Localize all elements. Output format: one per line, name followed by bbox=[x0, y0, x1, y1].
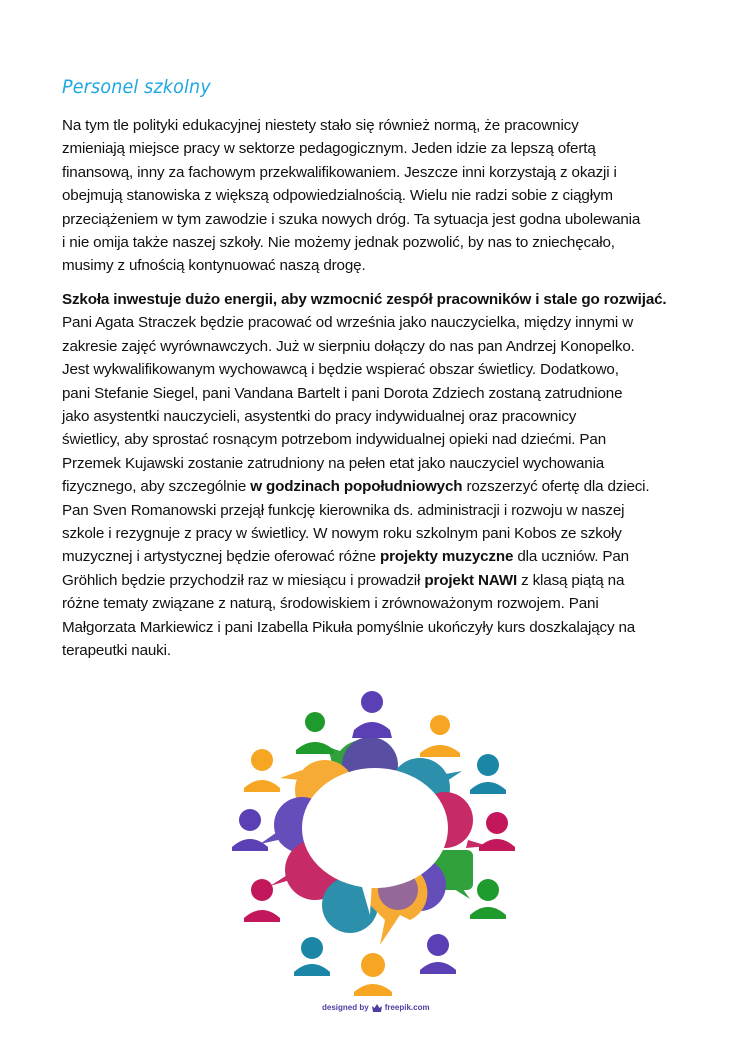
text-line: Jest wykwalifikowanym wychowawcą i będzie wspierać obszar świetlicy. Dodatkowo, bbox=[62, 361, 619, 379]
text-line bbox=[62, 545, 702, 568]
text-line bbox=[62, 475, 702, 498]
lead-sentence bbox=[62, 288, 702, 311]
illustration-credit bbox=[322, 1003, 430, 1012]
freepik-crown-icon bbox=[372, 1004, 382, 1012]
avatar-woman-teal bbox=[470, 754, 506, 794]
credit-prefix: designed by bbox=[322, 1003, 369, 1012]
text-segment: dla uczniów. Pan bbox=[513, 548, 629, 566]
text-line: zmieniają miejsce pracy w sektorze pedagogicznym. Jeden idzie za lepszą ofertą bbox=[62, 140, 596, 158]
avatar-woman-green bbox=[470, 879, 506, 919]
avatar-top-woman-glasses bbox=[352, 691, 392, 738]
text-line: przeciążeniem w tym zawodzie i szuka nowych dróg. Ta sytuacja jest godna ubolewania bbox=[62, 210, 641, 228]
text-line: Pani Agata Straczek będzie pracować od września jako nauczycielka, między innymi w bbox=[62, 314, 634, 332]
text-segment: z klasą piątą na bbox=[517, 571, 625, 589]
text-line: Na tym tle polityki edukacyjnej niestety stało się również normą, że pracownicy bbox=[62, 117, 579, 134]
text-segment: fizycznego, aby szczególnie bbox=[62, 478, 251, 496]
bold-phrase: projekty muzyczne bbox=[379, 548, 514, 566]
text-segment: muzycznej i artystycznej będzie oferować różne bbox=[62, 548, 380, 566]
avatar-man-glasses-bowtie bbox=[420, 934, 456, 974]
text-line: obejmują stanowiska z większą odpowiedzialnością. Wielu nie radzi sobie z ciągłym bbox=[62, 187, 613, 205]
text-line: finansową, inny za fachowym przekwalifikowaniem. Jeszcze inni korzystają z okazji i bbox=[62, 163, 617, 181]
avatar-man-suit bbox=[296, 712, 334, 754]
avatar-man-teal bbox=[294, 937, 330, 976]
central-speech-bubble bbox=[302, 768, 448, 888]
avatar-woman-orange-left bbox=[244, 749, 280, 792]
text-line: różne tematy związane z naturą, środowiskiem i zrównoważonym rozwojem. Pani bbox=[62, 595, 599, 613]
avatar-man-magenta bbox=[479, 812, 515, 851]
avatar-man-beard bbox=[232, 809, 268, 851]
text-line: świetlicy, aby sprostać rosnącym potrzebom indywidualnej opieki nad dziećmi. Pan bbox=[62, 431, 607, 449]
avatar-woman-magenta bbox=[244, 879, 280, 922]
text-line: musimy z ufnością kontynuować naszą drogę. bbox=[62, 257, 366, 275]
text-line: i nie omija także naszej szkoły. Nie możemy jednak pozwolić, by nas to zniechęcało, bbox=[62, 234, 615, 252]
text-line: pani Stefanie Siegel, pani Vandana Bartelt i pani Dorota Zdziech zostaną zatrudnione bbox=[62, 384, 623, 402]
text-segment: rozszerzyć ofertę dla dzieci. bbox=[462, 478, 650, 496]
text-line: Przemek Kujawski zostanie zatrudniony na pełen etat jako nauczyciel wychowania bbox=[62, 454, 605, 472]
section-title: Personel szkolny bbox=[62, 76, 211, 98]
text-line: Pan Sven Romanowski przejął funkcję kierownika ds. administracji i rozwoju w naszej bbox=[62, 501, 625, 519]
text-line: szkole i rezygnuje z pracy w świetlicy. W nowym roku szkolnym pani Kobos ze szkoły bbox=[62, 525, 622, 543]
lead-bold: Szkoła inwestuje dużo energii, aby wzmocnić zespół pracowników i stale go rozwijać. bbox=[62, 291, 667, 308]
text-line: zakresie zajęć wyrównawczych. Już w sierpniu dołączy do nas pan Andrzej Konopelko. bbox=[62, 337, 635, 355]
text-line: Małgorzata Markiewicz i pani Izabella Pikuła pomyślnie ukończyły kurs doszkalający na bbox=[62, 618, 636, 636]
paragraph-staff-turnover bbox=[62, 114, 702, 278]
people-speech-bubbles-illustration bbox=[220, 680, 540, 1000]
bold-phrase: projekt NAWI bbox=[424, 571, 518, 589]
paragraph-new-staff bbox=[62, 288, 702, 663]
text-line: terapeutki nauki. bbox=[62, 642, 171, 660]
text-segment: Gröhlich będzie przychodził raz w miesiącu i prowadził bbox=[62, 571, 425, 589]
credit-site: freepik.com bbox=[384, 1003, 430, 1012]
avatar-man-orange bbox=[420, 715, 460, 757]
avatar-woman-orange-bottom bbox=[354, 953, 392, 996]
text-line: jako asystentki nauczycieli, asystentki do pracy indywidualnej oraz pracownicy bbox=[62, 408, 577, 426]
text-line bbox=[62, 569, 702, 592]
bold-phrase: w godzinach popołudniowych bbox=[250, 478, 463, 496]
